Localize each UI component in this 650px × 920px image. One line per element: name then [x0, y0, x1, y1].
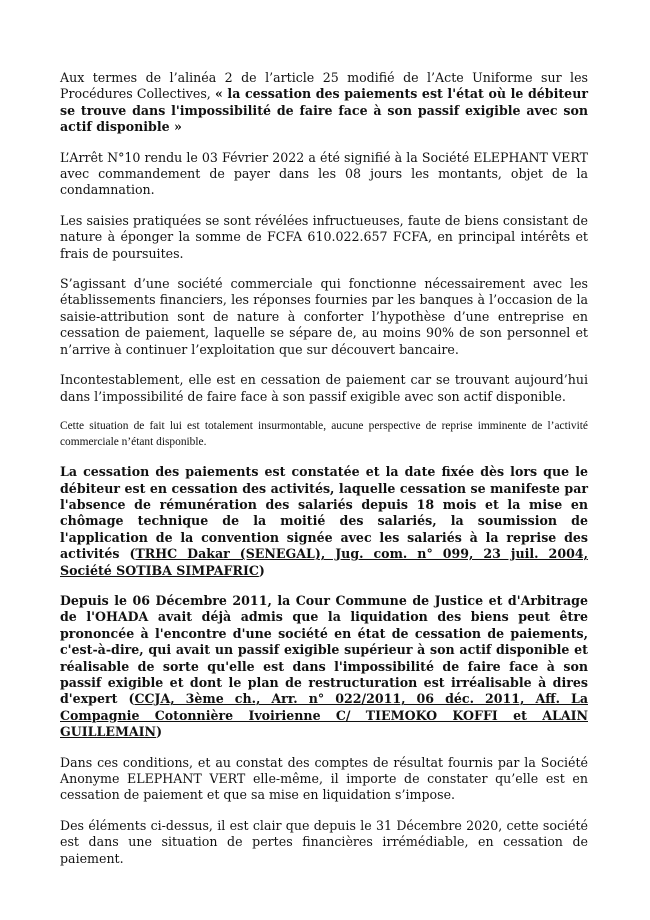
- paragraph-societe-commerciale: S’agissant d’une société commerciale qui fonctionne nécessairement avec les établissements financiers, les réponses fournies par les banques à l’occasion de la saisie-attribution sont de nature à conforter l’hypothèse d’une entreprise en cessation de paiement, laquelle se sépare de, au moins 90% de son personnel et n’arrive à continuer l’exploitation que sur découvert bancaire.: [60, 276, 588, 357]
- paragraph-ccja-ohada: [60, 593, 588, 741]
- paragraph-saisies: Les saisies pratiquées se sont révélées infructueuses, faute de biens consistant de nature à éponger la somme de FCFA 610.022.657 FCFA, en principal intérêts et frais de poursuites.: [60, 212, 588, 261]
- paragraph-article-25-intro: Aux termes de l’alinéa 2 de l’article 25 modifié de l’Acte Uniforme sur les Procédures Collectives,: [60, 70, 588, 102]
- paragraph-situation-insurmontable: Cette situation de fait lui est totalement insurmontable, aucune perspective de reprise imminente de l’activité commerciale n’étant disponible.: [60, 419, 588, 448]
- paragraph-arret-10: L’Arrêt N°10 rendu le 03 Février 2022 a été signifié à la Société ELEPHANT VERT avec commandement de payer dans les 08 jours les montants, objet de la condamnation.: [60, 149, 588, 198]
- citation-trhc-dakar: TRHC Dakar (SENEGAL), Jug. com. n° 099, 23 juil. 2004, Société SOTIBA SIMPAFRIC: [60, 546, 588, 578]
- paragraph-conclusion: Des éléments ci-dessus, il est clair que depuis le 31 Décembre 2020, cette société est dans une situation de pertes financières irrémédiable, en cessation de paiement.: [60, 817, 588, 866]
- paragraph-dans-ces-conditions: Dans ces conditions, et au constat des comptes de résultat fournis par la Société Anonyme ELEPHANT VERT elle-même, il importe de constater qu’elle est en cessation de paiement et que sa mise en liquidation s’impose.: [60, 754, 588, 803]
- paragraph-incontestablement: Incontestablement, elle est en cessation de paiement car se trouvant aujourd’hui dans l’impossibilité de faire face à son passif exigible avec son actif disponible.: [60, 372, 588, 404]
- paragraph-cessation-constatee-text: La cessation des paiements est constatée et la date fixée dès lors que le débiteur est en cessation des activités, laquelle cessation se manifeste par l'absence de rémunération des salariés depuis 18 mois et la mise en chômage technique de la moitié des salariés, la soumission de l'application de la convention signée avec les salariés à la reprise des activités (: [60, 464, 588, 562]
- paragraph-article-25-quote: « la cessation des paiements est l'état où le débiteur se trouve dans l'impossibilité de faire face à son passif exigible avec son actif disponible »: [60, 86, 588, 135]
- paragraph-ccja-ohada-text: Depuis le 06 Décembre 2011, la Cour Commune de Justice et d'Arbitrage de l'OHADA avait déjà admis que la liquidation des biens peut être prononcée à l'encontre d'une société en état de cessation de paiements, c'est-à-dire, qui avait un passif exigible supérieur à son actif disponible et réalisable de sorte qu'elle est dans l'impossibilité de faire face à son passif exigible et dont le plan de restructuration est irréalisable à dires d'expert (: [60, 592, 588, 707]
- paragraph-cessation-constatee: [60, 464, 588, 579]
- citation-ccja: CCJA, 3ème ch., Arr. n° 022/2011, 06 déc. 2011, Aff. La Compagnie Cotonnière Ivoirienne C/ TIEMOKO KOFFI et ALAIN GUILLEMAIN: [60, 691, 588, 740]
- paragraph-article-25: [60, 70, 588, 136]
- citation-close-paren: ): [258, 562, 265, 578]
- citation-close-paren-2: ): [156, 724, 163, 740]
